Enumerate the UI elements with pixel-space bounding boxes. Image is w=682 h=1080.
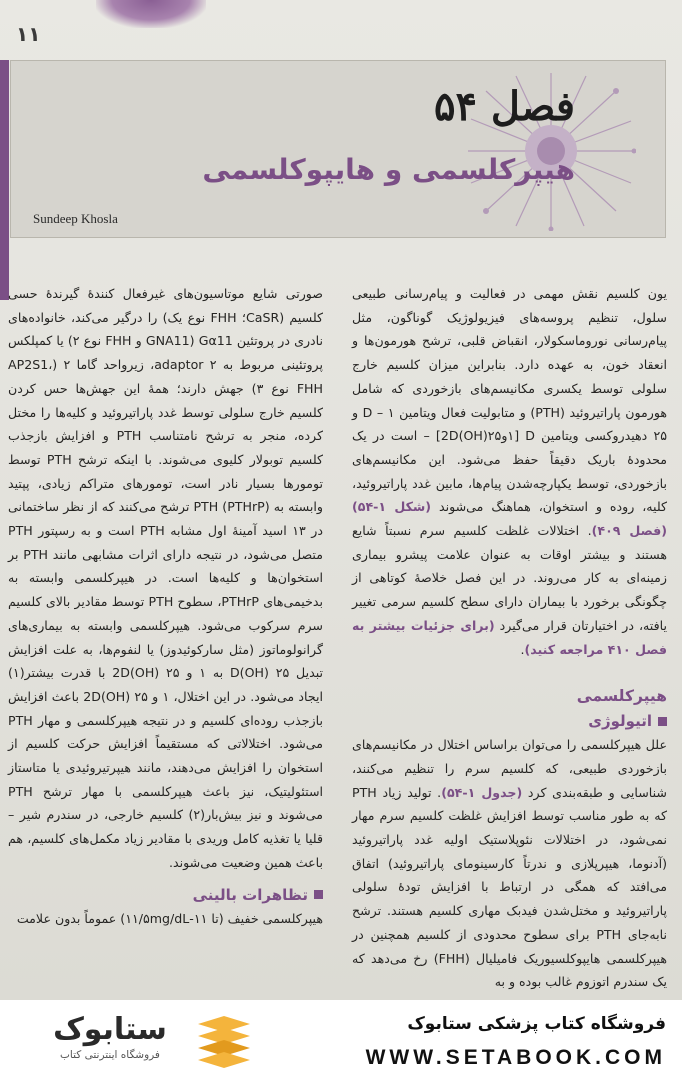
subsection-heading-clinical xyxy=(8,883,323,907)
right-column xyxy=(352,282,667,994)
intro-paragraph xyxy=(352,282,667,661)
section-heading-hypercalcemia: هیپرکلسمی xyxy=(576,687,667,706)
intro-text: یون کلسیم نقش مهمی در فعالیت و پیام‌رسانی طبیعی سلول، تنظیم پروسه‌های فیزیولوژیک گوناگون، مثل پیام‌رسانی نوروماسکولار، انقباض قلبی، ترشح هورمون‌ها و انعقاد خون، به عهده دارد. بنابراین میزان کلسیم خارج سلولی توسط یکسری مکانیسم‌های بازخوردی که شامل هورمون پاراتیروئید (PTH) و متابولیت فعال ویتامین D – ۱ و ۲۵ دهیدروکسی ویتامین D [۱و۲۵(OH)2D] – است در یک محدودهٔ باریک دقیقاً حفظ می‌شود. این مکانیسم‌های بازخوردی، توسط یکپارچه‌شدن پیام‌ها، مابین غدد پاراتیروئید، کلیه، روده و استخوان، هماهنگ می‌شوند xyxy=(352,286,668,515)
logo-tagline: فروشگاه اینترنتی کتاب xyxy=(60,1049,160,1061)
chapter-side-bar xyxy=(0,60,9,300)
figure-reference: (شکل ۱-۵۴) (فصل ۴۰۹) xyxy=(352,499,668,539)
chapter-number: فصل ۵۴ xyxy=(434,83,575,130)
chapter-title: هیپرکلسمی و هایپوکلسمی xyxy=(202,153,575,186)
page-number: ۱۱ xyxy=(16,22,41,46)
square-bullet-icon xyxy=(658,717,667,726)
chapter-reference: (برای جزئیات بیشتر به فصل ۴۱۰ مراجعه کنید) xyxy=(352,617,667,657)
etiology-text: علل هیپرکلسمی را می‌توان براساس اختلال در مکانیسم‌های بازخوردی طبیعی، که کلسیم سرم را تنظیم می‌کنند، شناسایی و طبقه‌بندی کرد xyxy=(352,737,667,800)
store-logo[interactable] xyxy=(30,1012,190,1062)
left-column xyxy=(8,282,323,930)
table-reference: (جدول ۱-۵۴) xyxy=(441,784,523,800)
square-bullet-icon xyxy=(314,890,323,899)
subsection-label: اتیولوژی xyxy=(588,712,652,731)
subsection-label: تظاهرات بالینی xyxy=(192,885,308,904)
store-footer xyxy=(0,1000,682,1080)
etiology-paragraph xyxy=(352,733,667,994)
clinical-paragraph: هیپرکلسمی خفیف (تا ۱۱-۱۱/۵mg/dL) عموماً بدون علامت xyxy=(16,910,323,926)
logo-wordmark: ستابوک xyxy=(53,1012,167,1047)
continued-paragraph: صورتی شایع موتاسیون‌های غیرفعال کنندهٔ گیرندهٔ حسی کلسیم (CaSR؛ FHH نوع یک) را درگیر می‌کند، خانواده‌های نادری در پروتئین Gα11 (GNA11 و FHH نوع ۲) یا کمپلکس پروتئینی مربوط به adaptor ۲، زیرواحد گاما ۲ (AP2S1، FHH نوع ۳) جهش دارند؛ همهٔ این جهش‌ها حس کردن کلسیم خارج سلولی توسط غدد پاراتیروئید و کلیه‌ها را مختل کرده، منجر به ترشح نامتناسب PTH و افزایش بازجذب کلسیم توبولار کلیوی می‌شوند. با اینکه ترشح PTH توسط تومورها بسیار نادر است، تومورهای متراکم زیادی، پپتید وابسته به PTH (PTHrP) ترشح می‌کنند که از نظر ساختمانی در ۱۳ اسید آمینهٔ اول مشابه PTH است و به رسپتور PTH متصل می‌شود، در نتیجه دارای اثرات مشابهی مانند PTH بر استخوان‌ها و کلیه‌ها است. در هیپرکلسمی وابسته به بدخیمی‌های PTHrP، سطوح PTH توسط مقادیر بالای کلسیم سرم سرکوب می‌شود. هیپرکلسمی وابسته به بیماری‌های گرانولوماتوز (مثل سارکوئیدوز) یا لنفوم‌ها، به علت افزایش تبدیل ۲۵ (OH)D به ۱ و ۲۵ (OH)2D با قدرت بیشتر(۱) ایجاد می‌شود. در این اختلال، ۱ و ۲۵ (OH)2D باعث افزایش بازجذب روده‌ای کلسیم و در نتیجه هیپرکلسمی و مهار PTH می‌شود. اختلالاتی که مستقیماً افزایش حرکت کلسیم از استخوان را افزایش می‌دهند، مانند هیپرتیروئیدی یا متاستاز استئولیتیک، نیز باعث هیپرکلسمی با مهار ترشح PTH می‌شوند و نیز بیش‌بار(۲) کلسیم خارجی، در سندرم شیر – قلیا یا تغذیه کامل وریدی با مقادیر زیاد مکمل‌های کلسیم، هم باعث همین وضعیت می‌شوند. xyxy=(8,286,324,870)
author-name: Sundeep Khosla xyxy=(33,211,118,226)
store-name: فروشگاه کتاب پزشکی ستابوک xyxy=(407,1014,666,1034)
book-logo-icon xyxy=(194,1014,254,1068)
intro-end: . xyxy=(520,641,525,657)
chapter-header xyxy=(10,60,666,238)
store-url-link[interactable]: WWW.SETABOOK.COM xyxy=(365,1046,666,1069)
intro-text-continued: . اختلالات غلظت کلسیم سرم نسبتاً شایع هستند و بیشتر اوقات به عنوان علامت پیشرو بیماری زمینه‌ای به کار می‌روند. در این فصل خلاصهٔ کوتاهی از چگونگی برخورد با بیماران دارای سطح کلسیم سرمی تغییر یافته، در اختیارتان قرار می‌گیرد xyxy=(352,523,667,633)
etiology-text-continued: . تولید زیاد PTH که به طور مناسب توسط افزایش غلظت کلسیم سرم مهار نمی‌شود، در اختلالات نئوپلاستیک اولیه غدد پاراتیروئید (آدنوما، هیپرپلازی و ندرتاً کارسینومای پاراتیروئید) اتفاق می‌افتد که همگی در ارتباط با افزایش تودهٔ سلولی پاراتیروئید و مختل‌شدن فیدبک مهاری کلسیم هستند. ترشح نابه‌جای PTH برای سطوح محدودی از کلسیم همچنین در هیپرکلسمی هایپوکلسیوریک فامیلیال (FHH) رخ می‌دهد که یک سندرم اتوزوم غالب بوده و به xyxy=(352,784,667,990)
corner-decoration xyxy=(96,0,206,28)
subsection-heading-etiology xyxy=(352,709,667,733)
